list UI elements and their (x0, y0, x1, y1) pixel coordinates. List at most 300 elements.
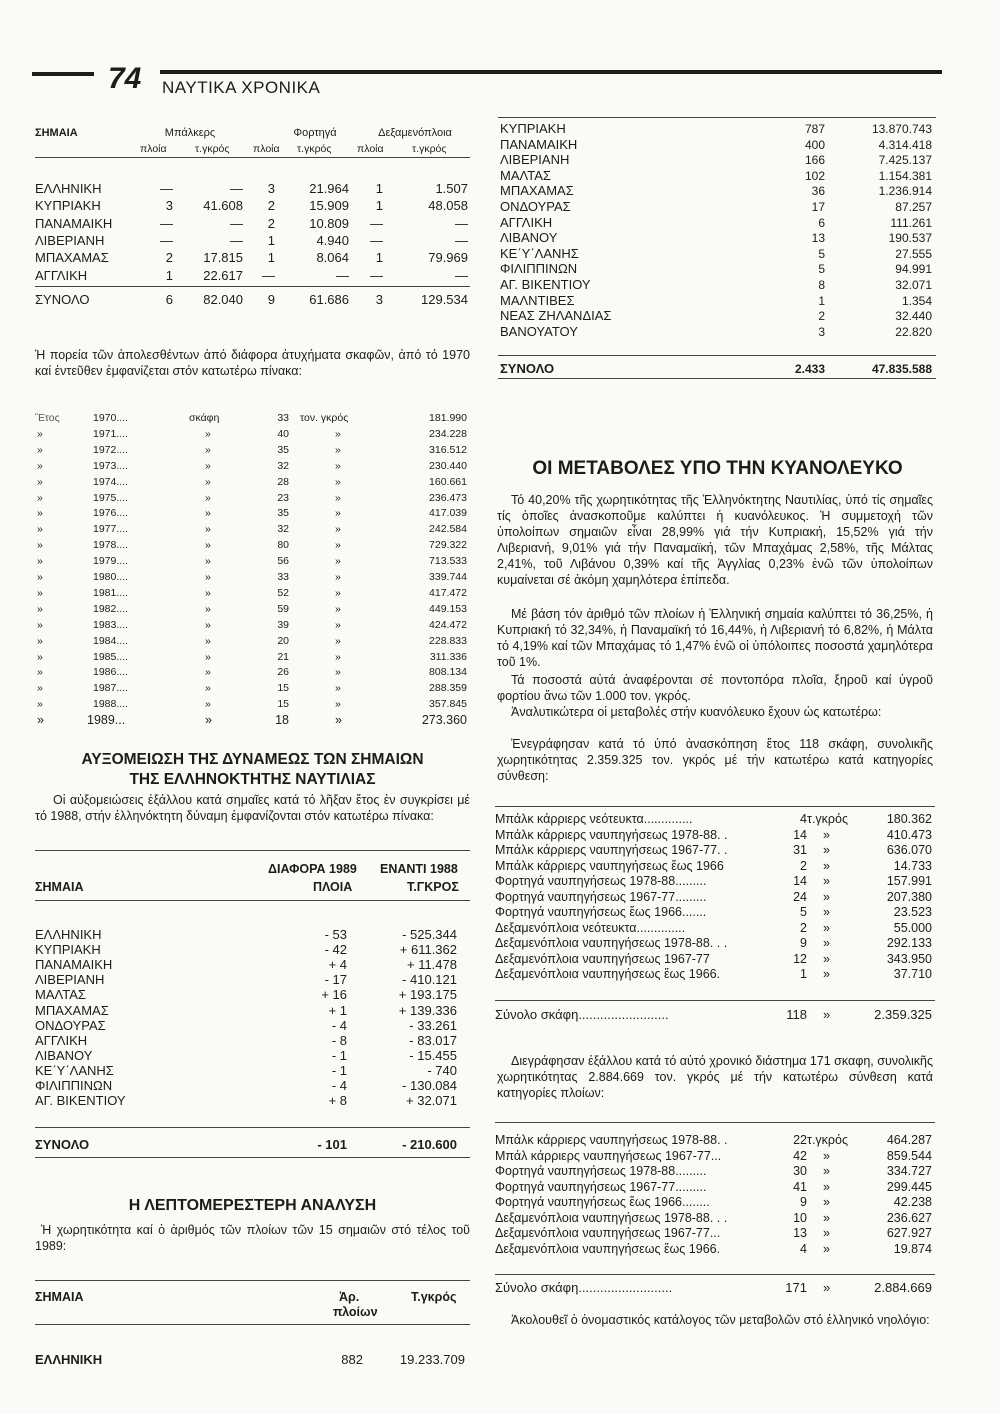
flag-name: ΑΓΓΛΙΚΗ (500, 214, 553, 230)
ditto-mark: » (37, 682, 43, 695)
increase-top-rule (35, 850, 470, 851)
ships-count: 15 (277, 682, 289, 695)
deleted-count: 4 (800, 1241, 807, 1256)
increase-col1-line1: ΔΙΑΦΟΡΑ 1989 (268, 862, 357, 876)
losses-tanker-grt: 48.058 (428, 198, 468, 214)
losses-tanker-ships: — (370, 267, 383, 283)
year: 1984.... (93, 634, 129, 647)
losses-flag: ΜΠΑΧΑΜΑΣ (35, 250, 109, 266)
losses-bulk-grt: 41.608 (203, 198, 243, 214)
ships-label: » (205, 427, 211, 440)
deleted-grt: 859.544 (886, 1148, 932, 1163)
detail-text: Ἡ χωρητικότητα καί ὁ ἀριθμός τῶν πλοίων τῶν 15 σημαιῶν στό τέλος τοῦ 1989: (35, 1223, 470, 1253)
increase-ships: + 16 (321, 987, 347, 1003)
deleted-grt: 334.727 (886, 1164, 932, 1178)
flag-name: ΜΠΑΧΑΜΑΣ (500, 183, 574, 199)
deleted-count: 41 (793, 1179, 807, 1194)
deleted-grt: 627.927 (886, 1226, 932, 1240)
ships-count: 80 (277, 539, 289, 552)
flag-name: ΠΑΝΑΜΑΙΚΗ (500, 136, 578, 152)
year: 1983.... (93, 618, 129, 631)
increase-ships: + 8 (328, 1093, 347, 1109)
grt-label: » (335, 459, 341, 472)
flag-grt: 13.870.743 (871, 122, 932, 136)
flag-name: ΟΝΔΟΥΡΑΣ (500, 199, 571, 214)
registered-unit: » (823, 951, 830, 966)
increase-grt: - 410.121 (402, 972, 457, 988)
ditto-mark: » (37, 618, 43, 631)
ships-count: 21 (277, 650, 289, 663)
losses-cargo-grt: 4.940 (316, 232, 349, 248)
losses-cargo-ships: 1 (267, 232, 275, 248)
ditto-mark: » (37, 713, 44, 727)
losses-bulk-grt: 22.617 (203, 267, 243, 283)
ships-count: 18 (275, 713, 289, 727)
ships-label: » (205, 523, 211, 536)
increase-ships: + 1 (328, 1002, 347, 1018)
flags-total-rule (498, 355, 936, 356)
registered-unit: » (823, 936, 830, 950)
increase-grt: + 11.478 (406, 957, 457, 973)
registered-count: 5 (800, 905, 807, 919)
flag-grt: 190.537 (888, 231, 932, 246)
losses-cargo-grt: 10.809 (309, 215, 349, 231)
flag-ships: 5 (818, 262, 825, 277)
header-rule-right (160, 70, 942, 74)
flag-ships: 102 (804, 168, 825, 183)
losses-bulk-ships: 2 (165, 250, 173, 266)
ditto-mark: » (37, 602, 43, 615)
losses-tanker-ships: — (370, 232, 383, 248)
increase-total-grt: - 210.600 (402, 1137, 457, 1152)
flag-name: ΜΑΛΝΤΙΒΕΣ (500, 292, 575, 308)
grt-value: 160.661 (429, 475, 467, 488)
losses-group-bulk: Μπάλκερς (164, 127, 216, 139)
ditto-mark: » (37, 539, 43, 552)
ships-count: 35 (277, 507, 289, 520)
deleted-grt: 464.287 (886, 1133, 932, 1147)
year: 1976.... (93, 507, 129, 520)
flag-name: ΑΓ. ΒΙΚΕΝΤΙΟΥ (500, 277, 591, 292)
grt-label: τον. γκρός (300, 412, 349, 424)
registered-category: Δεξαμενόπλοια νεότευκτα.............. (495, 920, 686, 935)
ditto-mark: » (37, 698, 43, 711)
registered-count: 9 (800, 936, 807, 950)
increase-grt: - 83.017 (409, 1032, 457, 1048)
ships-label: » (205, 555, 211, 568)
ships-label: » (205, 602, 211, 615)
grt-label: » (335, 618, 341, 631)
flag-ships: 2 (818, 309, 825, 324)
registered-category: Μπάλκ κάρριερς ναυπηγήσεως ἕως 1966 (495, 858, 724, 873)
ditto-mark: » (37, 443, 43, 456)
increase-flag: ΕΛΛΗΝΙΚΗ (35, 927, 102, 942)
detail-col-ships-line2: πλοίων (333, 1305, 378, 1319)
deleted-unit: » (823, 1210, 830, 1225)
ditto-mark: » (37, 634, 43, 647)
flag-ships: 36 (811, 184, 825, 199)
grt-value: 230.440 (429, 459, 467, 472)
increase-text: Οἱ αὐξομειώσεις ἐξάλλου κατά σημαῖες κατά τό λῆξαν ἔτος ἐν συγκρίσει μέ τό 1988, στήν ἑλληνόκτητη δύναμη ἐμφανίζονται στόν κατωτέρω πίνακα: (35, 793, 470, 823)
losses-bulk-grt: 82.040 (203, 292, 243, 307)
registered-category: Φορτηγά ναυπηγήσεως 1978-88......... (495, 874, 707, 888)
registered-count: 2 (800, 858, 807, 873)
registered-grt: 180.362 (886, 812, 932, 826)
deleted-total-rule (495, 1274, 935, 1275)
grt-label: » (335, 475, 341, 488)
deleted-unit: » (823, 1179, 830, 1194)
ditto-mark: » (37, 507, 43, 520)
deleted-category: Μπάλκ κάρριερς ναυπηγήσεως 1978-88. . (495, 1133, 728, 1147)
ships-count: 33 (277, 571, 289, 583)
increase-bottom-rule (35, 1157, 470, 1158)
losses-sub-ships: πλοία (140, 143, 167, 155)
increase-ships: - 1 (331, 1047, 347, 1063)
ships-count: 59 (277, 602, 289, 615)
losses-sub-grt: τ.γκρός (297, 143, 332, 155)
losses-flag: ΚΥΠΡΙΑΚΗ (35, 198, 101, 214)
detail-col-flag: ΣΗΜΑΙΑ (35, 1290, 84, 1304)
deleted-grt: 42.238 (893, 1195, 932, 1209)
deleted-total-label: Σύνολο σκάφη.......................... (495, 1280, 673, 1295)
grt-label: » (335, 666, 341, 679)
increase-grt: + 32.071 (406, 1093, 457, 1109)
year: 1977.... (93, 523, 129, 536)
increase-ships: - 1 (331, 1062, 347, 1078)
ships-count: 33 (277, 412, 289, 424)
deleted-grt: 299.445 (886, 1179, 932, 1194)
increase-total-ships: - 101 (317, 1137, 347, 1152)
increase-grt: - 130.084 (402, 1078, 457, 1093)
increase-flag: ΛΙΒΕΡΙΑΝΗ (35, 972, 105, 988)
registered-grt: 292.133 (886, 936, 932, 950)
grt-value: 729.322 (429, 539, 467, 552)
deleted-total-grt: 2.884.669 (874, 1280, 932, 1295)
year: 1978.... (93, 539, 129, 552)
grt-value: 713.533 (429, 555, 467, 568)
changes-p3: Τά ποσοστά αὐτά ἀναφέρονται σέ ποντοπόρα πλοῖα, ξηροῦ καί ὑγροῦ φορτίου ἄνω τῶν 1.000 τον. γκρός. (497, 673, 933, 703)
year: 1988.... (93, 698, 129, 711)
flag-name: ΚΥΠΡΙΑΚΗ (500, 121, 566, 136)
flag-grt: 22.820 (895, 324, 932, 339)
ships-count: 23 (277, 491, 289, 504)
ships-count: 32 (277, 459, 289, 472)
losses-col-flag: ΣΗΜΑΙΑ (35, 127, 78, 139)
registered-count: 14 (793, 874, 807, 888)
flag-name: ΚΕ΄Υ΄ΛΑΝΗΣ (500, 245, 579, 261)
year: 1981.... (93, 586, 129, 599)
detail-grt: 19.233.709 (399, 1352, 465, 1367)
flags-top-rule (498, 117, 936, 118)
ditto-mark: » (37, 491, 43, 504)
losses-bulk-grt: 17.815 (203, 250, 243, 266)
registered-unit: » (823, 889, 830, 904)
grt-label: » (335, 602, 341, 615)
increase-col2-line2: Τ.ΓΚΡΟΣ (407, 880, 459, 894)
ships-count: 39 (277, 618, 289, 631)
losses-sub-grt: τ.γκρός (412, 143, 447, 155)
registered-category: Φορτηγά ναυπηγήσεως ἕως 1966....... (495, 905, 707, 919)
losses-sub-grt: τ.γκρός (195, 143, 230, 155)
ships-label: » (205, 666, 211, 679)
registered-grt: 14.733 (893, 858, 932, 873)
deleted-count: 30 (793, 1164, 807, 1178)
grt-value: 288.359 (429, 682, 467, 695)
grt-label: » (335, 555, 341, 568)
registered-total-rule (495, 1000, 935, 1001)
increase-total-label: ΣΥΝΟΛΟ (35, 1137, 90, 1152)
changes-p4: Ἀναλυτικώτερα οἱ μεταβολές στήν κυανόλευκο ἔχουν ὡς κατωτέρω: (511, 705, 882, 719)
ships-count: 32 (277, 523, 289, 536)
ships-label: » (205, 713, 212, 727)
losses-tanker-ships: 1 (375, 181, 383, 196)
journal-title: ΝΑΥΤΙΚΑ ΧΡΟΝΙΚΑ (162, 78, 321, 97)
increase-flag: ΑΓΓΛΙΚΗ (35, 1032, 88, 1048)
losses-cargo-grt: 61.686 (309, 292, 349, 307)
grt-label: » (335, 507, 341, 520)
ditto-mark: » (37, 586, 43, 599)
losses-group-tanker: Δεξαμενόπλοια (378, 127, 452, 139)
deleted-category: Δεξαμενόπλοια ναυπηγήσεως 1978-88. . . (495, 1210, 728, 1225)
losses-bulk-ships: 1 (165, 267, 173, 283)
losses-tanker-grt: 129.534 (421, 292, 468, 307)
flag-ships: 3 (818, 324, 825, 339)
ships-label: » (205, 571, 211, 583)
increase-title-line2: ΤΗΣ ΕΛΛΗΝΟΚΤΗΤΗΣ ΝΑΥΤΙΛΙΑΣ (129, 771, 376, 788)
registered-grt: 37.710 (893, 967, 932, 981)
increase-flag: ΜΠΑΧΑΜΑΣ (35, 1002, 109, 1018)
losses-cargo-grt: 21.964 (309, 181, 349, 196)
flag-ships: 1 (818, 293, 825, 308)
registered-grt: 343.950 (886, 951, 932, 966)
registered-unit: » (823, 827, 830, 842)
increase-flag: ΟΝΔΟΥΡΑΣ (35, 1017, 106, 1033)
grt-label: » (335, 539, 341, 552)
flag-grt: 111.261 (890, 215, 932, 230)
ships-count: 20 (277, 634, 289, 647)
flags-total-grt: 47.835.588 (871, 362, 932, 376)
changes-p5: Ἐνεγράφησαν κατά τό ὑπό ἀνασκόπηση ἔτος 118 σκάφη, συνολικῆς χωρητικότητας 2.359.325 τον. γκρός μέ τήν κατωτέρω κατά κατηγορίες σύνθεση: (497, 737, 933, 783)
flag-grt: 7.425.137 (878, 153, 932, 168)
increase-ships: + 4 (328, 957, 347, 973)
deleted-unit: » (823, 1241, 830, 1256)
losses-cargo-grt: 15.909 (309, 198, 349, 214)
registered-grt: 636.070 (886, 843, 932, 857)
deleted-text: Διεγράφησαν ἐξάλλου κατά τό αὐτό χρονικό διάστημα 171 σκαφη, συνολικῆς χωρητικότητας 2.884.669 τον. γκρός μέ τήν κατωτέρω σύνθεση κατά κατηγορίες πλοίων: (497, 1054, 933, 1100)
grt-value: 242.584 (429, 523, 467, 536)
losses-bulk-grt: — (230, 232, 243, 248)
flag-ships: 17 (811, 200, 825, 214)
grt-value: 228.833 (429, 634, 467, 647)
registered-unit: » (823, 967, 830, 981)
deleted-category: Φορτηγά ναυπηγήσεως 1978-88......... (495, 1164, 707, 1178)
page-number: 74 (108, 62, 142, 95)
increase-col1-line2: ΠΛΟΙΑ (313, 880, 353, 894)
flag-name: ΝΕΑΣ ΖΗΛΑΝΔΙΑΣ (500, 308, 612, 324)
deleted-category: Φορτηγά ναυπηγήσεως ἕως 1966........ (495, 1195, 710, 1209)
flag-name: ΦΙΛΙΠΠΙΝΩΝ (500, 261, 578, 277)
ships-label: » (205, 443, 211, 456)
ships-count: 35 (277, 443, 289, 456)
year: 1974.... (93, 475, 129, 488)
increase-ships: - 4 (331, 1078, 347, 1093)
registered-grt: 410.473 (886, 827, 932, 842)
increase-grt: + 611.362 (399, 942, 457, 958)
year: 1973.... (93, 459, 129, 472)
ships-label: » (205, 618, 211, 631)
grt-value: 236.473 (429, 491, 467, 504)
increase-ships: - 4 (331, 1017, 347, 1033)
year: 1970.... (93, 412, 129, 424)
changes-p2: Μέ βάση τόν ἀριθμό τῶν πλοίων ἡ Ἑλληνική σημαία καλύπτει τό 36,25%, ἡ Κυπριακή τό 32,34%, ἡ Παναμαϊκή τό 16,44%, ἡ Λιβεριανή τό 6,82%, ἡ Μάλτα τό 4,19% καί τῶν Μπαχάμας τό 1,47% ἐνῶ οἱ ὑπόλοιπες ποσοστά χαμηλότερα τοῦ 1%. (497, 607, 933, 669)
registered-category: Δεξαμενόπλοια ναυπηγήσεως ἕως 1966. (495, 967, 721, 981)
ships-label: » (205, 475, 211, 488)
ditto-mark: » (37, 475, 43, 488)
flag-name: ΜΑΛΤΑΣ (500, 167, 551, 183)
increase-title-line1: ΑΥΞΟΜΕΙΩΣΗ ΤΗΣ ΔΥΝΑΜΕΩΣ ΤΩΝ ΣΗΜΑΙΩΝ (81, 751, 424, 768)
registered-category: Μπάλκ κάρριερς ναυπηγήσεως 1978-88. . (495, 827, 728, 842)
deleted-total-count: 171 (785, 1280, 807, 1295)
losses-tanker-ships: 1 (375, 198, 383, 214)
ships-label: » (205, 507, 211, 520)
losses-tanker-ships: 1 (375, 250, 383, 266)
flag-name: ΛΙΒΕΡΙΑΝΗ (500, 152, 570, 168)
registered-grt: 55.000 (893, 920, 932, 935)
increase-grt: - 15.455 (409, 1047, 457, 1063)
year: 1975.... (93, 491, 129, 504)
grt-label: » (335, 443, 341, 456)
detail-head-rule (35, 1324, 470, 1325)
losses-bulk-ships: — (160, 232, 173, 248)
year: 1989... (87, 713, 126, 727)
year: 1986.... (93, 666, 129, 679)
grt-value: 417.472 (429, 586, 467, 599)
flags-total-label: ΣΥΝΟΛΟ (500, 361, 555, 376)
deleted-count: 10 (793, 1210, 807, 1225)
losses-cargo-grt: — (336, 267, 349, 283)
increase-col-flag: ΣΗΜΑΙΑ (35, 880, 84, 894)
grt-value: 339.744 (429, 571, 467, 583)
losses-cargo-ships: 3 (267, 181, 275, 196)
ships-label: σκάφη (189, 412, 220, 424)
registered-total-unit: » (823, 1007, 831, 1022)
increase-ships: - 42 (324, 942, 347, 958)
flag-grt: 1.354 (901, 293, 932, 308)
flag-ships: 6 (818, 215, 825, 230)
flag-grt: 32.071 (895, 278, 932, 292)
ships-label: » (205, 459, 211, 472)
ditto-mark: » (37, 666, 43, 679)
grt-value: 424.472 (429, 618, 467, 631)
flag-grt: 32.440 (895, 309, 932, 324)
losses-rule (35, 157, 470, 158)
ditto-mark: » (37, 427, 43, 440)
ditto-mark: » (37, 555, 43, 568)
increase-grt: - 740 (427, 1062, 457, 1078)
year: 1971.... (93, 427, 129, 440)
year-col-label: Ἔτος (35, 412, 60, 424)
ships-count: 15 (277, 698, 289, 711)
losses-cargo-grt: 8.064 (316, 250, 349, 266)
losses-total-rule (35, 286, 470, 287)
grt-value: 808.134 (429, 666, 467, 679)
registered-total-label: Σύνολο σκάφη......................... (495, 1007, 669, 1022)
flag-ships: 400 (804, 137, 825, 152)
registered-category: Δεξαμενόπλοια ναυπηγήσεως 1978-88. . . (495, 936, 728, 950)
grt-value: 311.336 (429, 650, 467, 663)
closing-text: Ἀκολουθεῖ ὁ ὀνομαστικός κατάλογος τῶν μεταβολῶν στό ἑλληνικό νηολόγιο: (511, 1313, 930, 1327)
flags-bottom-rule (498, 378, 936, 379)
grt-label: » (335, 698, 341, 711)
losses-flag: ΕΛΛΗΝΙΚΗ (35, 181, 102, 196)
registered-grt: 207.380 (886, 889, 932, 904)
flag-ships: 166 (804, 153, 825, 168)
grt-label: » (335, 491, 341, 504)
deleted-category: Δεξαμενόπλοια ναυπηγήσεως 1967-77... (495, 1226, 721, 1240)
losses-tanker-grt: — (455, 215, 468, 231)
flag-ships: 787 (804, 122, 825, 136)
registered-grt: 157.991 (886, 874, 932, 888)
flag-grt: 94.991 (895, 262, 932, 277)
losses-flag: ΛΙΒΕΡΙΑΝΗ (35, 232, 105, 248)
deleted-count: 13 (793, 1226, 807, 1240)
increase-grt: - 33.261 (409, 1017, 457, 1033)
losses-tanker-ships: 3 (375, 292, 383, 307)
registered-total-count: 118 (786, 1007, 807, 1022)
deleted-unit: » (823, 1164, 830, 1178)
year: 1987.... (93, 682, 129, 695)
increase-flag: ΑΓ. ΒΙΚΕΝΤΙΟΥ (35, 1093, 126, 1109)
flag-grt: 1.236.914 (878, 184, 932, 199)
ditto-mark: » (37, 650, 43, 663)
detail-top-rule (35, 1280, 470, 1281)
registered-category: Φορτηγά ναυπηγήσεως 1967-77......... (495, 889, 707, 904)
flag-ships: 5 (818, 246, 825, 261)
grt-label: » (335, 682, 341, 695)
detail-col-grt: Τ.γκρός (411, 1290, 457, 1304)
deleted-count: 42 (793, 1148, 807, 1163)
increase-grt: + 139.336 (398, 1002, 457, 1018)
registered-unit: » (823, 905, 830, 919)
increase-title (20, 750, 485, 790)
ditto-mark: » (37, 459, 43, 472)
ships-label: » (205, 698, 211, 711)
grt-value: 181.990 (429, 412, 467, 424)
losses-bulk-grt: — (230, 215, 243, 231)
grt-label: » (335, 634, 341, 647)
ships-count: 28 (277, 475, 289, 488)
losses-cargo-ships: 9 (267, 292, 275, 307)
ships-count: 40 (277, 427, 289, 440)
grt-label: » (335, 650, 341, 663)
registered-category: Δεξαμενόπλοια ναυπηγήσεως 1967-77 (495, 951, 710, 966)
registered-top-rule (495, 806, 935, 807)
deleted-count: 9 (800, 1195, 807, 1209)
detail-flag: ΕΛΛΗΝΙΚΗ (35, 1352, 103, 1367)
grt-value: 449.153 (429, 602, 467, 615)
flags-total-ships: 2.433 (794, 362, 825, 376)
detail-col-ships-line1: Ἀρ. (339, 1290, 360, 1304)
registered-unit: » (823, 874, 830, 888)
losses-tanker-ships: — (370, 215, 383, 231)
ships-count: 26 (277, 666, 289, 679)
increase-flag: ΚΕ΄Υ΄ΛΑΝΗΣ (35, 1062, 114, 1078)
registered-grt: 23.523 (893, 905, 932, 919)
year: 1982.... (93, 602, 129, 615)
grt-label: » (335, 586, 341, 599)
increase-flag: ΚΥΠΡΙΑΚΗ (35, 942, 101, 958)
grt-label: » (335, 523, 341, 536)
